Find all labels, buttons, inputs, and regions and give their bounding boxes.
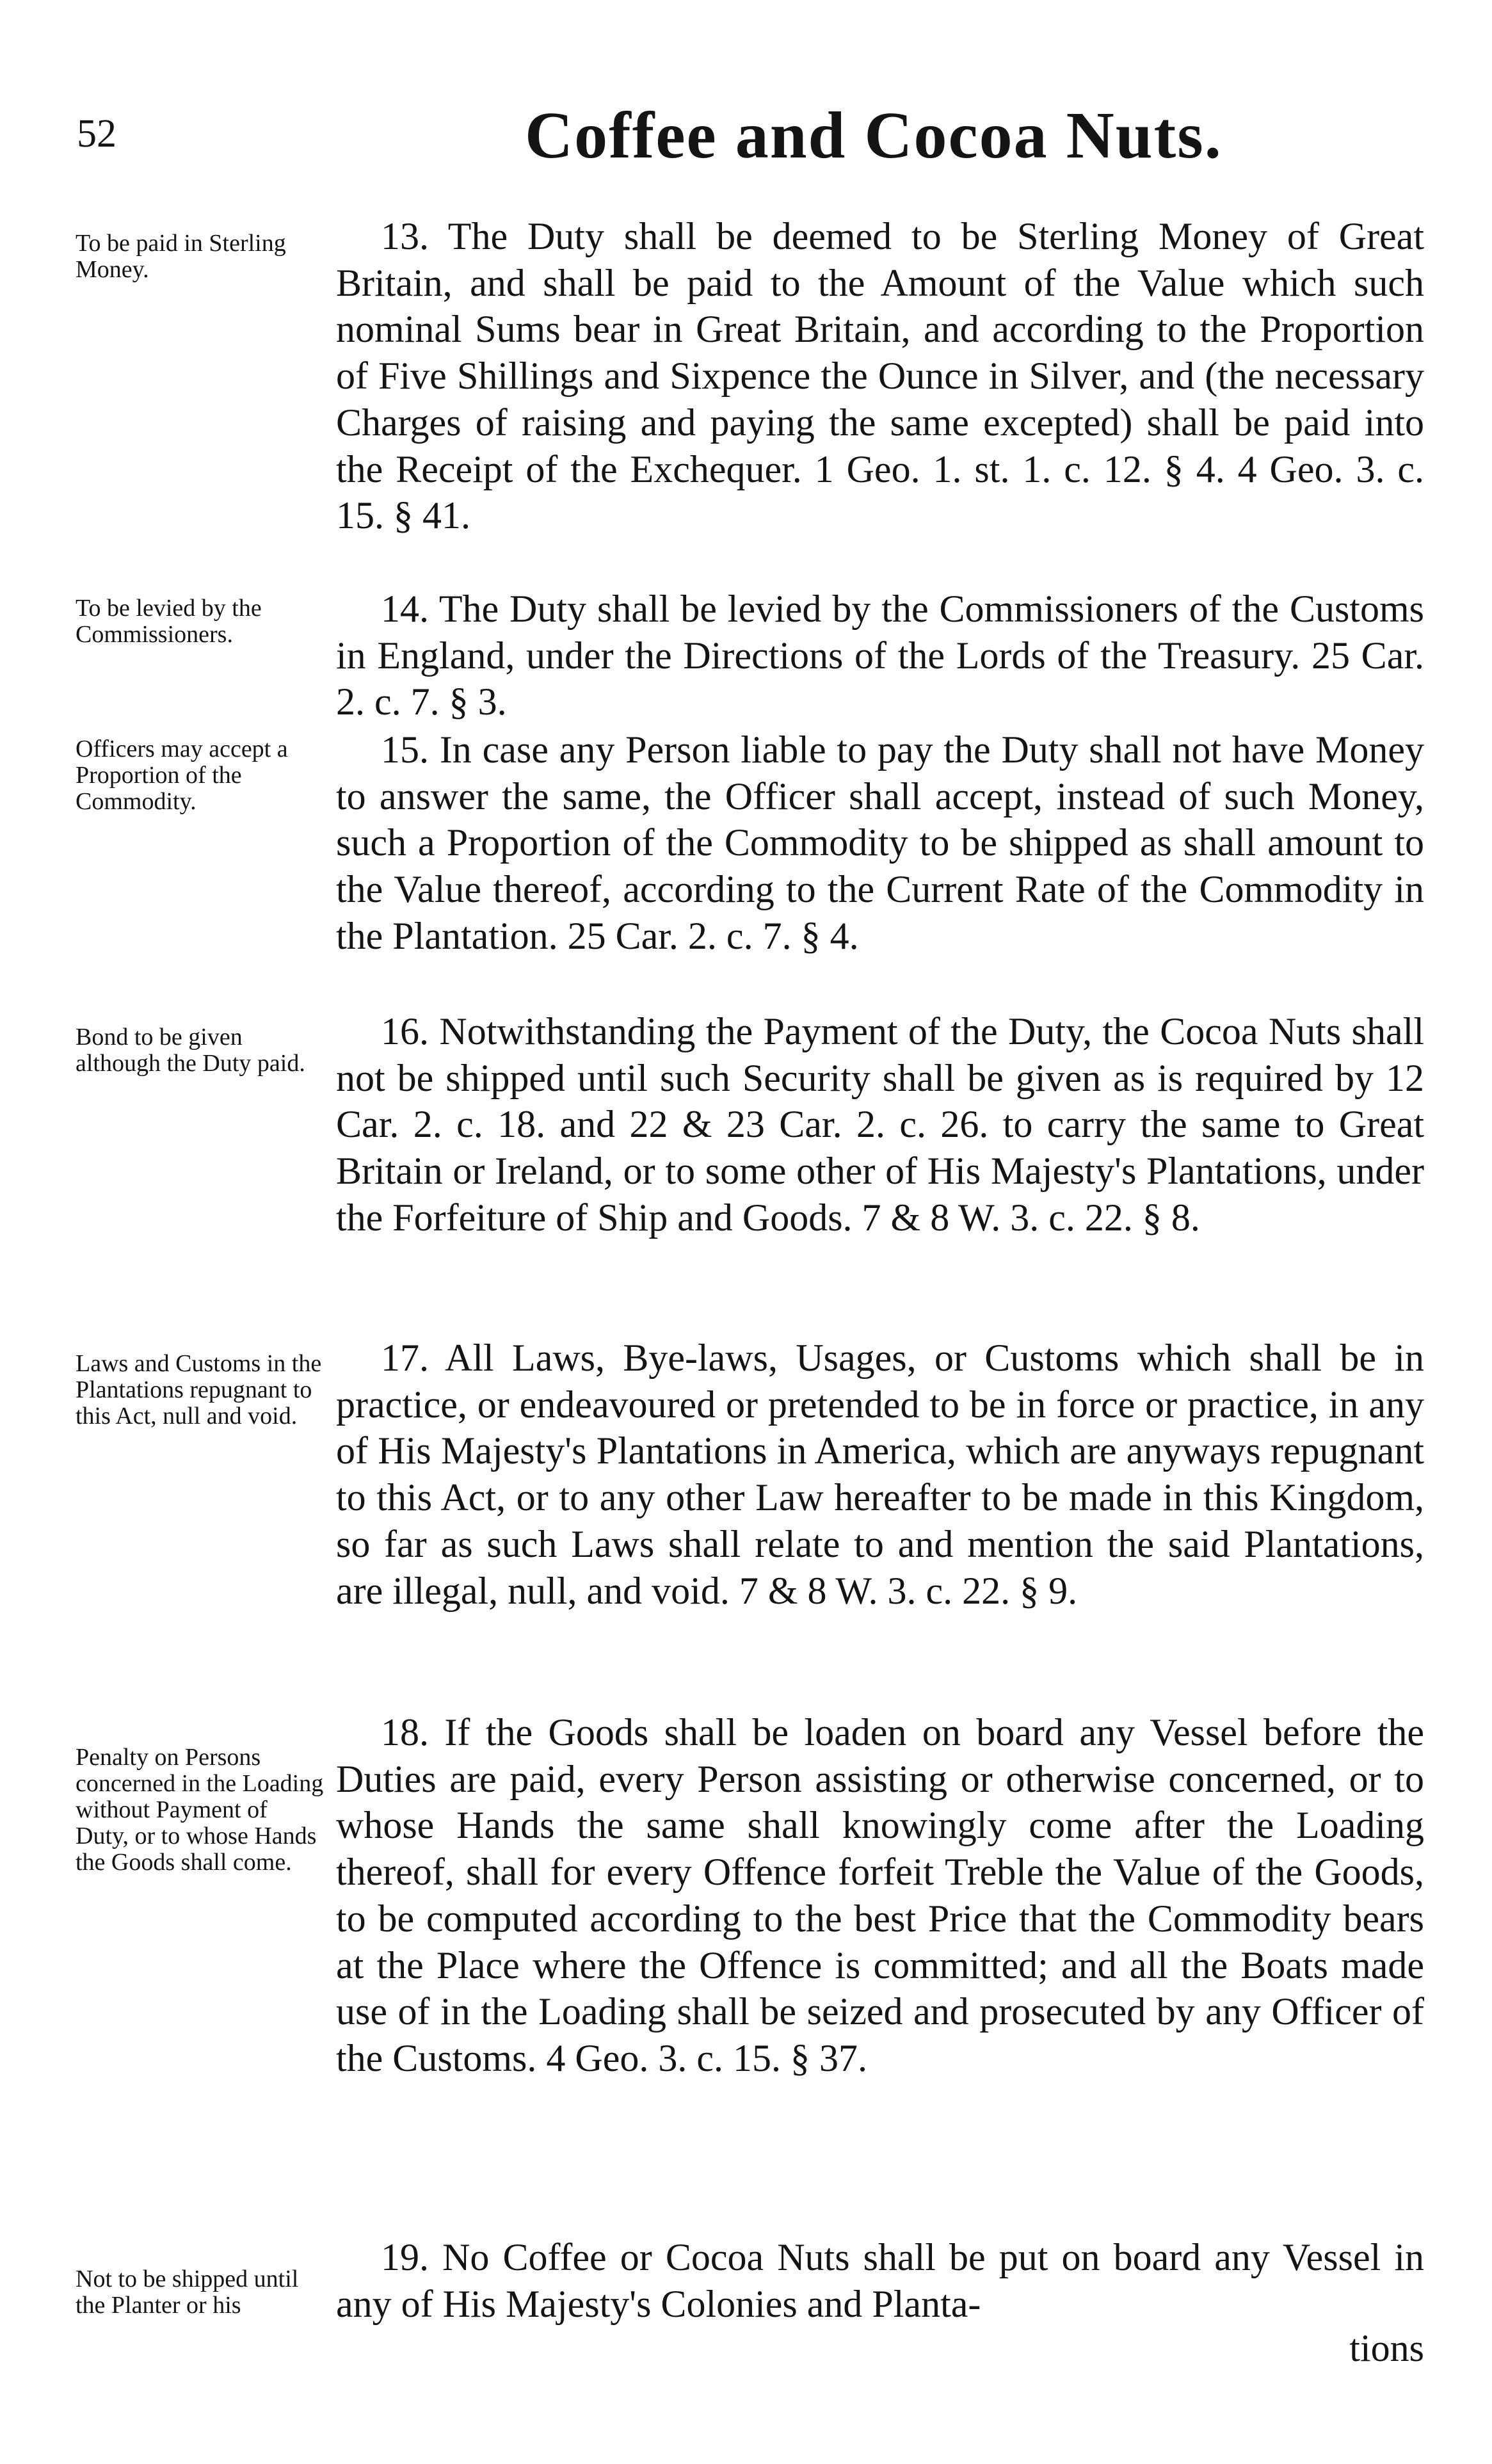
catchword: tions [1349, 2327, 1424, 2369]
margin-note: Not to be shipped until the Planter or his [76, 2266, 299, 2319]
margin-note: Bond to be given although the Duty paid. [76, 1024, 305, 1077]
paragraph: 15. In case any Person liable to pay the Duty shall not have Money to answer the same, the Officer shall accept, instead of such Money, such a Proportion of the Commodity to be shipped as shall amount to the Value thereof, according to the Current Rate of the Commodity in the Plantation. 25 Car. 2. c. 7. § 4. [336, 729, 1424, 957]
paragraph: 19. No Coffee or Cocoa Nuts shall be put on board any Vessel in any of His Majesty's Colonies and Planta- [336, 2236, 1424, 2325]
paragraph: 16. Notwithstanding the Payment of the Duty, the Cocoa Nuts shall not be shipped until such Security shall be given as is required by 12 Car. 2. c. 18. and 22 & 23 Car. 2. c. 26. to carry the same to Great Britain or Ireland, or to some other of His Majesty's Plantations, under the Forfeiture of Ship and Goods. 7 & 8 W. 3. c. 22. § 8. [336, 1010, 1424, 1239]
paragraph: 14. The Duty shall be levied by the Commissioners of the Customs in England, under the Directions of the Lords of the Treasury. 25 Car. 2. c. 7. § 3. [336, 588, 1424, 723]
margin-note: To be paid in Sterling Money. [76, 230, 286, 283]
margin-note: Penalty on Persons concerned in the Loading without Payment of Duty, or to whose Hands the Goods shall come. [76, 1744, 324, 1876]
running-title: Coffee and Cocoa Nuts. [525, 99, 1223, 172]
margin-note: To be levied by the Commissioners. [76, 595, 262, 648]
paragraph: 18. If the Goods shall be loaden on board any Vessel before the Duties are paid, every Person assisting or otherwise concerned, or to whose Hands the same shall knowingly come after the Loading thereof, shall for every Offence forfeit Treble the Value of the Goods, to be computed according to the best Price that the Commodity bears at the Place where the Offence is committed; and all the Boats made use of in the Loading shall be seized and prosecuted by any Officer of the Customs. 4 Geo. 3. c. 15. § 37. [336, 1711, 1424, 2079]
page-number: 52 [77, 112, 116, 156]
margin-note: Laws and Customs in the Plantations repugnant to this Act, null and void. [76, 1350, 322, 1429]
margin-note: Officers may accept a Proportion of the Commodity. [76, 736, 288, 815]
paragraph: 17. All Laws, Bye-laws, Usages, or Customs which shall be in practice, or endeavoured or pretended to be in force or practice, in any of His Majesty's Plantations in America, which are anyways repugnant to this Act, or to any other Law hereafter to be made in this Kingdom, so far as such Laws shall relate to and mention the said Plantations, are illegal, null, and void. 7 & 8 W. 3. c. 22. § 9. [336, 1337, 1424, 1612]
paragraph: 13. The Duty shall be deemed to be Sterling Money of Great Britain, and shall be paid to the Amount of the Value which such nominal Sums bear in Great Britain, and according to the Proportion of Five Shillings and Sixpence the Ounce in Silver, and (the necessary Charges of raising and paying the same excepted) shall be paid into the Receipt of the Exchequer. 1 Geo. 1. st. 1. c. 12. § 4. 4 Geo. 3. c. 15. § 41. [336, 215, 1424, 537]
